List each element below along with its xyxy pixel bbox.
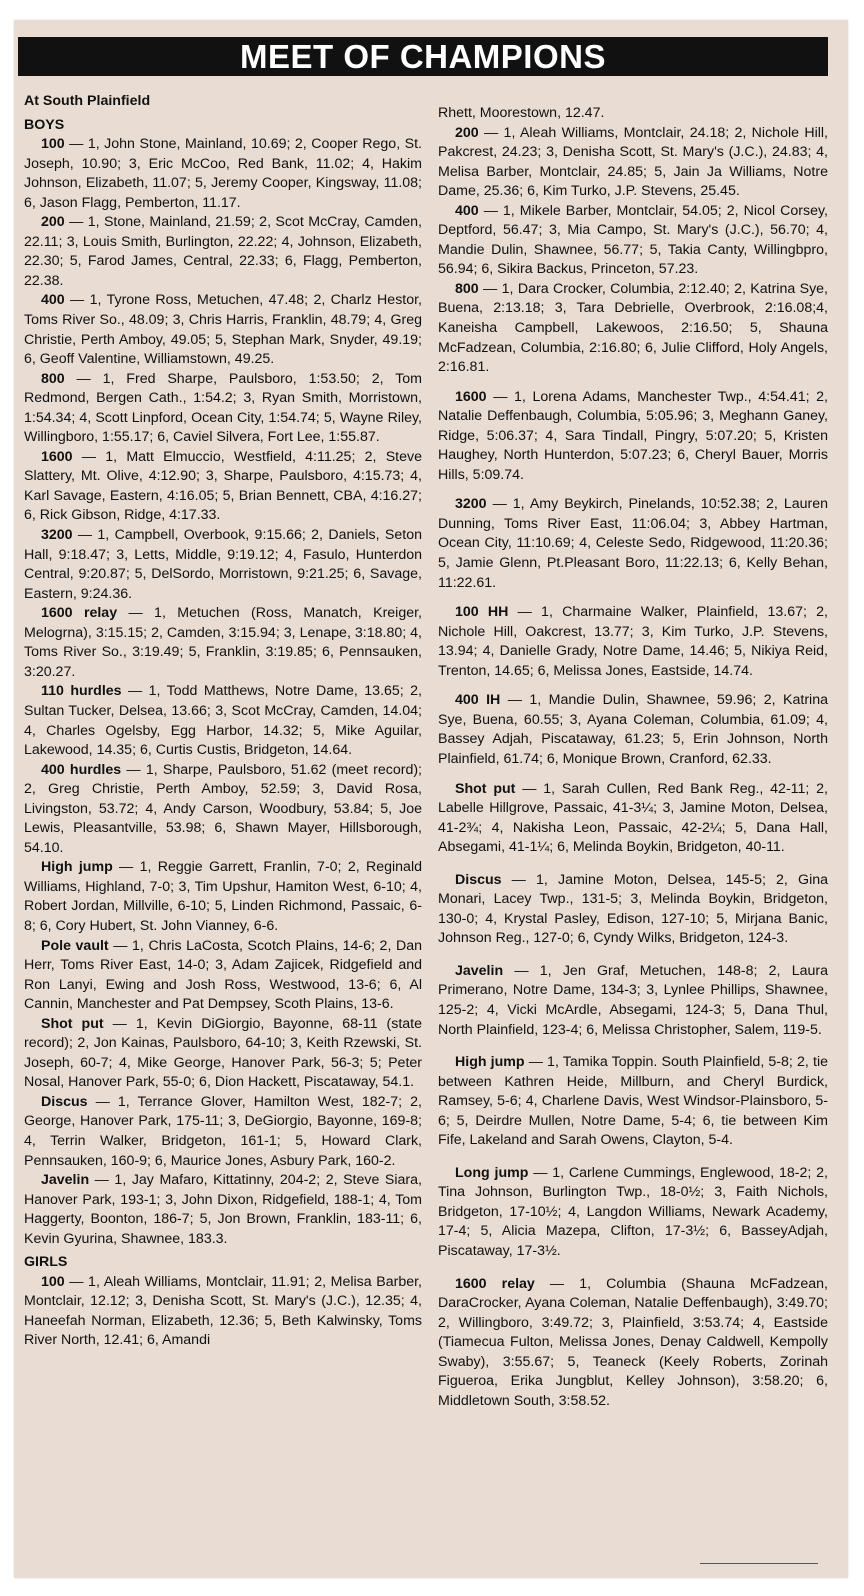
event-name: Shot put [41, 1015, 104, 1032]
event-results: — 1, Matt Elmuccio, Westfield, 4:11.25; 2, Steve Slattery, Mt. Olive, 4:12.90; 3, Sharpe, Paulsboro, 4:15.73; 4, Karl Savage, Eastern, 4:16.05; 5, Brian Bennett, CBA, 4:16.27; 6, Rick Gibson, Ridge, 4:17.33. [24, 448, 422, 524]
event-results: — 1, Metuchen (Ross, Manatch, Kreiger, Melogrna), 3:15.15; 2, Camden, 3:15.94; 3, Lenape, 3:18.80; 4, Toms River So., 3:19.49; 5, Franklin, 3:19.85; 6, Pennsauken, 3:20.27. [24, 605, 423, 680]
event-results: — 1, Tamika Toppin. South Plainfield, 5-8; 2, tie between Kathren Heide, Millburn, and Cheryl Burdick, Ramsey, 5-6; 4, Charlene Davis, West Windsor-Plainsboro, 5-6; 5, Deirdre Mullen, Notre Dame, 5-4; 6, tie between Kim Fife, Lakeland and Sarah Owens, Clayton, 5-4. [438, 1054, 828, 1149]
result-paragraph [438, 780, 828, 858]
event-results: — 1, Carlene Cummings, Englewood, 18-2; 2, Tina Johnson, Burlington Twp., 18-0½; 3, Faith Nichols, Bridgeton, 17-10½; 4, Langdon Williams, Newark Academy, 17-4; 5, Alicia Mazepa, Clifton, 17-3½; 6, BasseyAdjah, Piscataway, 17-3½. [438, 1164, 828, 1259]
result-paragraph [24, 682, 422, 760]
result-paragraph [24, 1015, 422, 1093]
event-results: — 1, Stone, Mainland, 21.59; 2, Scot McCray, Camden, 22.11; 3, Louis Smith, Burlington, 22.22; 4, Johnson, Elizabeth, 22.30; 5, Farod James, Central, 22.33; 6, Flagg, Pemberton, 22.38. [24, 214, 422, 289]
event-name: 100 HH [455, 604, 509, 621]
result-paragraph [24, 761, 422, 859]
result-paragraph [438, 202, 828, 280]
event-name: 200 [455, 124, 479, 141]
event-name: 1600 [41, 448, 73, 465]
event-name: 400 hurdles [41, 761, 122, 778]
event-name: 110 hurdles [41, 683, 122, 700]
event-results: — 1, Terrance Glover, Hamilton West, 182-7; 2, George, Hanover Park, 175-11; 3, DeGiorgio, Bayonne, 169-8; 4, Terrin Walker, Bridgeton, 161-1; 5, Howard Clark, Pennsauken, 160-9; 6, Maurice Jones, Asbury Park, 160-2. [24, 1093, 422, 1169]
result-paragraph [24, 604, 422, 682]
event-results: — 1, Dara Crocker, Columbia, 2:12.40; 2, Katrina Sye, Buena, 2:13.18; 3, Tara Debrielle, Overbrook, 2:16.08;4, Kaneisha Campbell, Lakewoos, 2:16.50; 5, Shauna McFadzean, Columbia, 2:16.80; 6, Julie Clifford, Holy Angels, 2:16.81. [438, 280, 828, 376]
event-results: — 1, Aleah Williams, Montclair, 24.18; 2, Nichole Hill, Pakcrest, 24.23; 3, Denisha Scott, St. Mary's (J.C.), 24.83; 4, Melisa Barber, Montclair, 24.85; 5, Jain Ja Williams, Notre Dame, 25.36; 6, Kim Turko, J.P. Stevens, 25.45. [438, 124, 828, 200]
result-paragraph [24, 370, 422, 448]
result-paragraph [438, 871, 828, 949]
event-results: — 1, Mikele Barber, Montclair, 54.05; 2, Nicol Corsey, Deptford, 56.47; 3, Mia Campo, St. Mary's (J.C.), 56.70; 4, Mandie Dulin, Shawnee, 56.77; 5, Takia Canty, Willingbpro, 56.94; 6, Sikira Backus, Princeton, 57.23. [438, 202, 828, 278]
event-results: — 1, Mandie Dulin, Shawnee, 59.96; 2, Katrina Sye, Buena, 60.55; 3, Ayana Coleman, Columbia, 61.09; 4, Bassey Adjah, Piscataway, 61.23; 5, Erin Johnson, North Plainfield, 61.74; 6, Monique Brown, Cranford, 62.33. [438, 692, 828, 767]
event-name: High jump [455, 1054, 525, 1071]
result-paragraph [438, 691, 828, 769]
boys-heading: BOYS [24, 116, 65, 133]
event-results: — 1, Reggie Garrett, Franlin, 7-0; 2, Reginald Williams, Highland, 7-0; 3, Tim Upshur, Hamiton West, 6-10; 4, Robert Jordan, Millville, 6-10; 5, Linden Richmond, Passaic, 6-8; 6, Cory Hubert, St. John Vianney, 6-6. [24, 859, 422, 934]
event-name: 400 [455, 202, 479, 219]
banner-title: MEET OF CHAMPIONS [18, 37, 828, 76]
event-name: 100 [41, 136, 65, 153]
event-name: 800 [455, 280, 479, 297]
result-paragraph [24, 526, 422, 604]
result-paragraph [438, 1164, 828, 1262]
result-paragraph [24, 448, 422, 526]
event-name: 1600 relay [41, 605, 118, 622]
girls-heading: GIRLS [24, 1254, 68, 1271]
result-paragraph [24, 1273, 422, 1351]
event-results: — 1, Amy Beykirch, Pinelands, 10:52.38; 2, Lauren Dunning, Toms River East, 11:06.04; 3, Abbey Hartman, Ocean City, 11:10.69; 4, Celeste Sedo, Ridgewood, 11:20.36; 5, Jamie Glenn, Pt.Pleasant Boro, 11:22.13; 6, Kelly Behan, 11:22.61. [438, 496, 828, 591]
event-results: — 1, Todd Matthews, Notre Dame, 13.65; 2, Sultan Tucker, Delsea, 13.66; 3, Scot McCray, Camden, 14.04; 4, Charles Ogelsby, Egg Harbor, 14.32; 5, Mike Aguilar, Lakewood, 14.35; 6, Curtis Custis, Bridgeton, 14.64. [24, 683, 422, 759]
result-paragraph [438, 1275, 828, 1412]
event-name: 200 [41, 214, 65, 231]
event-name: Javelin [41, 1172, 90, 1189]
event-results: — 1, Jamine Moton, Delsea, 145-5; 2, Gina Monari, Lacey Twp., 131-5; 3, Melinda Boykin, Bridgeton, 130-0; 4, Krystal Pasley, Edison, 127-10; 5, Mirjana Banic, Johnson Reg., 127-0; 6, Cyndy Wilks, Bridgeton, 124-3. [438, 871, 828, 947]
event-results: — 1, Sarah Cullen, Red Bank Reg., 42-11; 2, Labelle Hillgrove, Passaic, 41-3¼; 3, Jamine Moton, Delsea, 41-2¾; 4, Nakisha Leon, Passaic, 42-2¼; 5, Dana Hall, Absegami, 41-1¼; 6, Melinda Boykin, Bridgeton, 40-11. [438, 780, 828, 856]
event-name: 800 [41, 370, 65, 387]
event-name: 1600 relay [455, 1275, 535, 1292]
event-results: — 1, Columbia (Shauna McFadzean, DaraCrocker, Ayana Coleman, Natalie Deffenbaugh), 3:49.70; 2, Willingboro, 3:49.72; 3, Plainfield, 3:53.74; 4, Eastside (Tiamecua Fulton, Melissa Jones, Denay Caldwell, Kempolly Swaby), 3:55.67; 5, Teaneck (Keely Roberts, Zorinah Figueroa, Erika Jungblut, Kelley Johnson), 3:58.20; 6, Middletown South, 3:58.52. [438, 1275, 828, 1409]
event-name: 3200 [41, 527, 73, 544]
result-paragraph [24, 291, 422, 369]
event-name: 1600 [455, 388, 487, 405]
event-name: Discus [41, 1093, 88, 1110]
event-results: — 1, Kevin DiGiorgio, Bayonne, 68-11 (state record); 2, Jon Kainas, Paulsboro, 64-10; 3, Keith Rzewski, St. Joseph, 60-7; 4, Mike George, Hanover Park, 56-3; 5; Peter Nosal, Hanover Park, 55-0; 6, Dion Hackett, Piscataway, 54.1. [24, 1015, 422, 1091]
result-paragraph [24, 858, 422, 936]
event-name: Shot put [455, 780, 516, 797]
event-name: 400 [41, 292, 65, 309]
result-paragraph [24, 1093, 422, 1171]
event-name: Long jump [455, 1164, 529, 1181]
right-column [438, 104, 828, 1411]
result-paragraph [24, 1171, 422, 1249]
left-column [24, 92, 422, 1351]
event-name: Discus [455, 871, 502, 888]
event-name: 400 IH [455, 692, 501, 709]
event-name: 100 [41, 1273, 65, 1290]
event-name: High jump [41, 859, 113, 876]
result-paragraph [438, 495, 828, 593]
event-name: 3200 [455, 496, 487, 513]
result-paragraph [438, 1053, 828, 1151]
location-heading: At South Plainfield [24, 93, 151, 109]
event-results: — 1, John Stone, Mainland, 10.69; 2, Cooper Rego, St. Joseph, 10.90; 3, Eric McCoo, Red Bank, 11.02; 4, Hakim Johnson, Elizabeth, 11.07; 5, Jeremy Cooper, Kingsway, 11.08; 6, Jason Flagg, Pemberton, 11.17. [24, 136, 422, 211]
result-paragraph [438, 962, 828, 1040]
event-results: — 1, Jay Mafaro, Kittatinny, 204-2; 2, Steve Siara, Hanover Park, 193-1; 3, John Dixon, Ridgefield, 188-1; 4, Tom Haggerty, Boonton, 186-7; 5, Jon Brown, Franklin, 183-11; 6, Kevin Gyurina, Shawnee, 183.3. [24, 1172, 422, 1247]
event-results: — 1, Aleah Williams, Montclair, 11.91; 2, Melisa Barber, Montclair, 12.12; 3, Denisha Scott, St. Mary's (J.C.), 12.35; 4, Haneefah Norman, Elizabeth, 12.36; 5, Beth Kalwinsky, Toms River North, 12.41; 6, Amandi [24, 1273, 422, 1349]
end-rule [700, 1563, 818, 1564]
result-paragraph [24, 135, 422, 213]
result-paragraph [438, 388, 828, 486]
event-name: Javelin [455, 962, 504, 979]
continued-results: Rhett, Moorestown, 12.47. [438, 105, 605, 121]
event-results: — 1, Sharpe, Paulsboro, 51.62 (meet record); 2, Greg Christie, Perth Amboy, 52.59; 3, David Rosa, Livingston, 53.72; 4, Andy Carson, Woodbury, 53.84; 5, Joe Lewis, Pleasantville, 53.98; 6, Shawn Mayer, Hillsborough, 54.10. [24, 761, 422, 856]
event-results: — 1, Fred Sharpe, Paulsboro, 1:53.50; 2, Tom Redmond, Bergen Cath., 1:54.2; 3, Ryan Smith, Morristown, 1:54.34; 4, Scott Linpford, Ocean City, 1:54.74; 5, Wayne Riley, Willingboro, 1:55.17; 6, Caviel Silvera, Fort Lee, 1:55.87. [24, 370, 422, 446]
result-paragraph [438, 124, 828, 202]
event-results: — 1, Charmaine Walker, Plainfield, 13.67; 2, Nichole Hill, Oakcrest, 13.77; 3, Kim Turko, J.P. Stevens, 13.94; 4, Danielle Grady, Notre Dame, 14.46; 5, Nikiya Reid, Trenton, 14.65; 6, Melissa Jones, Eastside, 14.74. [438, 604, 829, 679]
result-paragraph [24, 937, 422, 1015]
event-results: — 1, Lorena Adams, Manchester Twp., 4:54.41; 2, Natalie Deffenbaugh, Columbia, 5:05.96; 3, Meghann Ganey, Ridge, 5:06.37; 4, Sara Tindall, Pingry, 5:07.20; 5, Kristen Haughey, North Hunterdon, 5:07.23; 6, Cheryl Bauer, Morris Hills, 5:09.74. [438, 388, 828, 483]
event-results: — 1, Jen Graf, Metuchen, 148-8; 2, Laura Primerano, Notre Dame, 134-3; 3, Lynlee Phillips, Shawnee, 125-2; 4, Vicki McArdle, Absegami, 124-3; 5, Dana Thul, North Plainfield, 123-4; 6, Melissa Christopher, Salem, 119-5. [438, 962, 828, 1038]
result-paragraph [438, 280, 828, 378]
event-results: — 1, Tyrone Ross, Metuchen, 47.48; 2, Charlz Hestor, Toms River So., 48.09; 3, Chris Harris, Franklin, 48.79; 4, Greg Christie, Perth Amboy, 49.05; 5, Stephan Mark, Snyder, 49.19; 6, Geoff Valentine, Williamstown, 49.25. [24, 292, 422, 368]
result-paragraph [24, 213, 422, 291]
event-results: — 1, Campbell, Overbook, 9:15.66; 2, Daniels, Seton Hall, 9:18.47; 3, Letts, Middle, 9:19.12; 4, Fasulo, Hunterdon Central, 9:20.87; 5, DelSordo, Morristown, 9:21.25; 6, Savage, Eastern, 9:24.36. [24, 527, 422, 602]
event-name: Pole vault [41, 937, 109, 954]
event-results: — 1, Chris LaCosta, Scotch Plains, 14-6; 2, Dan Herr, Toms River East, 14-0; 3, Adam Zajicek, Ridgefield and Ron Lanyi, Ewing and Josh Ross, Westwood, 13-6; 6, Al Cannin, Manchester and Pat Dempsey, Scoth Plains, 13-6. [24, 937, 422, 1013]
result-paragraph [438, 603, 828, 681]
